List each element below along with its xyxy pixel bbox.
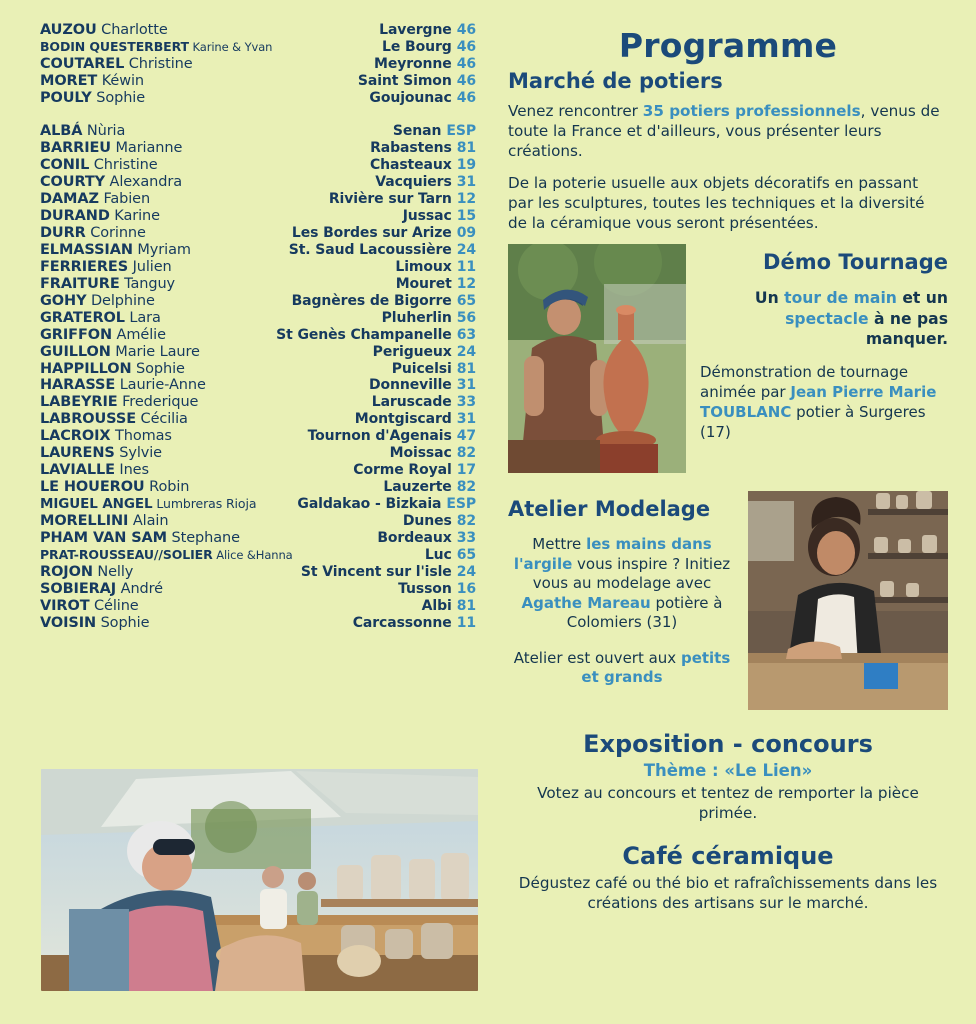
- potter-name: [40, 23, 168, 38]
- potter-lastname: VIROT: [40, 598, 90, 615]
- potter-city: Puicelsi: [391, 360, 452, 377]
- potter-row: [40, 615, 476, 632]
- potter-location: [392, 362, 476, 376]
- potter-location: [276, 328, 476, 342]
- potter-city: Saint Simon: [357, 73, 452, 89]
- potter-name: [40, 57, 193, 72]
- potter-name: [40, 531, 240, 546]
- demo-desc-a: Démonstration de tournage animée par: [700, 363, 909, 401]
- potter-row: [40, 56, 476, 73]
- potter-department: 81: [456, 139, 476, 156]
- potter-location: [308, 429, 476, 443]
- potter-department: ESP: [446, 496, 476, 513]
- potter-location: [292, 226, 476, 240]
- potter-city: Donneville: [369, 377, 452, 394]
- atelier-paragraph-2: [508, 649, 736, 688]
- potter-department: 24: [456, 241, 476, 258]
- potter-city: Galdakao - Bizkaia: [297, 496, 442, 513]
- potter-location: [403, 514, 476, 528]
- potter-location: [393, 124, 476, 138]
- potter-row: [40, 326, 476, 343]
- potter-firstname: Tanguy: [119, 275, 176, 292]
- potter-name: [40, 40, 272, 55]
- potter-lastname: SOBIERAJ: [40, 581, 117, 598]
- section-heading-cafe: Café céramique: [622, 841, 834, 870]
- potter-department: 46: [456, 73, 476, 89]
- potter-lastname: GOHY: [40, 292, 87, 309]
- potter-department: 56: [456, 309, 476, 326]
- potter-location: [425, 548, 476, 562]
- potter-firstname: Robin: [144, 479, 190, 496]
- atelier-paragraph-1: [508, 535, 736, 633]
- potter-firstname: Sophie: [96, 615, 150, 632]
- potter-department: ESP: [446, 122, 476, 139]
- atelier-p1-highlight-2: Agathe Mareau: [521, 593, 651, 612]
- potter-lastname: BODIN QUESTERBERT: [40, 39, 189, 55]
- potter-location: [289, 243, 476, 257]
- potter-list-group-1: [40, 22, 476, 107]
- potter-name: [40, 141, 182, 156]
- potter-city: Rivière sur Tarn: [328, 190, 452, 207]
- potter-lastname: CONIL: [40, 156, 90, 173]
- page-title: Programme: [618, 26, 838, 65]
- potter-lastname: GRIFFON: [40, 326, 113, 343]
- cafe-text: Dégustez café ou thé bio et rafraîchissements dans les créations des artisans sur le marché.: [518, 873, 938, 912]
- potter-row: [40, 445, 476, 462]
- potter-lastname: LE HOUEROU: [40, 479, 145, 496]
- potter-location: [398, 582, 476, 596]
- potter-firstname: André: [116, 581, 163, 598]
- potter-city: Meyronne: [373, 56, 452, 73]
- potter-city: Carcassonne: [352, 615, 452, 632]
- potter-lastname: COURTY: [40, 173, 106, 190]
- potter-city: Montgiscard: [354, 411, 452, 428]
- potter-lastname: LACROIX: [40, 428, 111, 445]
- demo-photo-illustration: [508, 244, 686, 473]
- potter-location: [373, 345, 476, 359]
- potter-department: 33: [456, 394, 476, 411]
- potter-name: [40, 378, 206, 393]
- potter-department: 24: [456, 343, 476, 360]
- potter-firstname: Lara: [124, 309, 161, 326]
- potter-name: [40, 345, 200, 360]
- demo-lead: [700, 288, 948, 349]
- potter-firstname: Christine: [124, 56, 193, 73]
- potter-row: [40, 310, 476, 327]
- marche-paragraph-1: [508, 101, 948, 162]
- demo-tournage-block: [508, 244, 948, 473]
- potter-department: 33: [456, 530, 476, 547]
- potter-row: [40, 598, 476, 615]
- potter-row: [40, 530, 476, 547]
- potter-city: Mouret: [395, 275, 452, 292]
- potter-city: Limoux: [395, 258, 452, 275]
- potter-name: [40, 362, 185, 377]
- potter-location: [369, 91, 476, 105]
- potter-lastname: GRATEROL: [40, 309, 125, 326]
- potter-firstname: Lumbreras Rioja: [152, 496, 257, 512]
- potter-firstname: Marie Laure: [110, 343, 200, 360]
- potter-department: 11: [456, 258, 476, 275]
- potter-department: 46: [456, 22, 476, 39]
- potter-lastname: COUTAREL: [40, 56, 125, 73]
- marche-p1-b: , venus de toute la France et d'ailleurs, vous présenter leurs créations.: [508, 102, 940, 161]
- potter-name: [40, 260, 172, 275]
- potter-city: Lavergne: [379, 22, 452, 39]
- atelier-p1-b: vous inspire ? Initiez vous au modelage avec: [532, 554, 731, 593]
- potter-name: [40, 446, 162, 461]
- potter-lastname: LAVIALLE: [40, 462, 115, 479]
- demo-description: [700, 363, 948, 442]
- potter-department: 11: [456, 615, 476, 632]
- potter-department: 12: [456, 275, 476, 292]
- potter-city: Jussac: [402, 207, 452, 224]
- potter-location: [370, 141, 476, 155]
- potter-firstname: Alexandra: [105, 173, 182, 190]
- demo-lead-highlight-1: tour de main: [784, 289, 897, 308]
- potter-name: [40, 74, 144, 89]
- potter-city: Albi: [421, 598, 452, 615]
- potter-name: [40, 124, 125, 139]
- potter-department: 47: [456, 428, 476, 445]
- potter-name: [40, 294, 155, 309]
- potter-department: 65: [456, 547, 476, 564]
- potter-department: 17: [456, 462, 476, 479]
- potter-row: [40, 191, 476, 208]
- potter-location: [353, 463, 476, 477]
- potter-firstname: Myriam: [132, 241, 191, 258]
- potter-name: [40, 175, 182, 190]
- potter-department: 81: [456, 360, 476, 377]
- potter-location: [353, 616, 476, 630]
- potter-lastname: ELMASSIAN: [40, 241, 133, 258]
- potter-row: [40, 462, 476, 479]
- potter-lastname: POULY: [40, 89, 92, 106]
- potter-city: Lauzerte: [383, 479, 452, 496]
- potter-department: 46: [456, 39, 476, 56]
- potter-department: 09: [456, 224, 476, 241]
- potter-name: [40, 277, 175, 292]
- potter-location: [382, 311, 476, 325]
- potter-city: Le Bourg: [382, 39, 452, 56]
- demo-tournage-text: [700, 244, 948, 473]
- potter-row: [40, 174, 476, 191]
- demo-tournage-photo: [508, 244, 686, 473]
- potter-name: [40, 192, 150, 207]
- potter-firstname: Amélie: [112, 326, 166, 343]
- potter-name: [40, 429, 172, 444]
- potter-firstname: Nùria: [82, 122, 126, 139]
- potter-department: 31: [456, 377, 476, 394]
- potter-lastname: ROJON: [40, 564, 93, 581]
- potter-row: [40, 242, 476, 259]
- potter-lastname: HARASSE: [40, 377, 116, 394]
- potter-location: [382, 40, 476, 54]
- potter-name: [40, 616, 149, 631]
- potter-city: Moissac: [389, 445, 452, 462]
- potter-row: [40, 377, 476, 394]
- potter-row: [40, 259, 476, 276]
- potter-location: [377, 531, 476, 545]
- demo-lead-highlight-2: spectacle: [785, 309, 869, 328]
- potter-firstname: Sylvie: [114, 445, 163, 462]
- potter-name: [40, 91, 145, 106]
- potter-row: [40, 343, 476, 360]
- atelier-modelage-block: [508, 491, 948, 710]
- exposition-concours-block: [508, 730, 948, 824]
- demo-lead-c: à ne pas manquer.: [865, 309, 948, 348]
- potter-row: [40, 411, 476, 428]
- potter-firstname: Julien: [128, 258, 172, 275]
- potter-city: Goujounac: [369, 89, 452, 106]
- potter-lastname: LABEYRIE: [40, 394, 118, 411]
- potter-name: [40, 243, 191, 258]
- potter-name: [40, 497, 256, 512]
- potter-department: 65: [456, 292, 476, 309]
- potter-firstname: Fabien: [98, 190, 151, 207]
- potter-department: 31: [456, 411, 476, 428]
- potter-firstname: Corinne: [85, 224, 146, 241]
- atelier-p2-a: Atelier est ouvert aux: [513, 648, 681, 667]
- atelier-p1-a: Mettre: [532, 535, 587, 554]
- potter-location: [379, 23, 476, 37]
- potter-location: [403, 209, 476, 223]
- atelier-p1-highlight-1: les mains dans l'argile: [513, 535, 712, 573]
- potter-firstname: Kéwin: [97, 73, 145, 89]
- potter-department: 46: [456, 56, 476, 73]
- potter-department: 63: [456, 326, 476, 343]
- potter-row: [40, 293, 476, 310]
- potter-row: [40, 208, 476, 225]
- potter-lastname: LAURENS: [40, 445, 115, 462]
- potter-name: [40, 395, 198, 410]
- potter-lastname: LABROUSSE: [40, 411, 137, 428]
- potter-city: Les Bordes sur Arize: [291, 224, 452, 241]
- potter-name: [40, 209, 160, 224]
- cafe-ceramique-block: [508, 842, 948, 913]
- potter-lastname: DAMAZ: [40, 190, 99, 207]
- potter-firstname: Alice &Hanna: [212, 548, 293, 563]
- potter-location: [369, 378, 476, 392]
- potter-city: Senan: [392, 122, 442, 139]
- potter-city: Perigueux: [372, 343, 452, 360]
- potter-name: [40, 548, 293, 563]
- potter-city: Pluherlin: [381, 309, 452, 326]
- potter-lastname: DURAND: [40, 207, 110, 224]
- potter-name: [40, 599, 139, 614]
- potter-department: 82: [456, 513, 476, 530]
- section-heading-demo: Démo Tournage: [763, 250, 948, 275]
- potter-row: [40, 428, 476, 445]
- section-heading-exposition: Exposition - concours: [583, 730, 873, 759]
- exposition-theme: Thème : «Le Lien»: [643, 761, 813, 781]
- potter-location: [396, 277, 476, 291]
- potter-firstname: Sophie: [91, 89, 146, 106]
- potter-location: [297, 497, 476, 511]
- potter-row: [40, 123, 476, 140]
- potter-city: Bagnères de Bigorre: [291, 292, 452, 309]
- potter-row: [40, 22, 476, 39]
- potter-name: [40, 463, 149, 478]
- potter-department: 31: [456, 173, 476, 190]
- potter-firstname: Nelly: [92, 564, 134, 581]
- potter-location: [375, 175, 476, 189]
- potter-lastname: HAPPILLON: [40, 360, 132, 377]
- potter-lastname: FERRIERES: [40, 258, 129, 275]
- potter-name: [40, 412, 188, 427]
- potter-firstname: Christine: [89, 156, 158, 173]
- potter-firstname: Laurie-Anne: [115, 377, 206, 394]
- potter-firstname: Cécilia: [136, 411, 188, 428]
- potter-lastname: ALBÁ: [40, 122, 83, 139]
- atelier-p2-highlight: petits et grands: [581, 648, 731, 687]
- potter-city: Chasteaux: [369, 156, 452, 173]
- potter-city: Tournon d'Agenais: [307, 428, 452, 445]
- potter-city: Vacquiers: [375, 173, 452, 190]
- potter-location: [301, 565, 476, 579]
- potter-row: [40, 496, 476, 513]
- potter-location: [383, 480, 476, 494]
- potter-location: [374, 57, 476, 71]
- potter-row: [40, 276, 476, 293]
- potter-location: [390, 446, 476, 460]
- potter-firstname: Delphine: [86, 292, 155, 309]
- potter-city: Laruscade: [371, 394, 452, 411]
- potter-row: [40, 157, 476, 174]
- potter-firstname: Stephane: [167, 530, 240, 547]
- potter-name: [40, 514, 168, 529]
- potter-location: [372, 395, 476, 409]
- potter-row: [40, 513, 476, 530]
- potter-name: [40, 158, 158, 173]
- potter-lastname: MORET: [40, 73, 98, 89]
- potter-city: Dunes: [402, 513, 452, 530]
- potter-row: [40, 360, 476, 377]
- potter-row: [40, 394, 476, 411]
- market-photo-illustration: [41, 769, 478, 991]
- potter-firstname: Sophie: [131, 360, 185, 377]
- list-spacer: [40, 107, 476, 123]
- potter-row: [40, 547, 476, 564]
- potter-location: [292, 294, 476, 308]
- potter-name: [40, 328, 166, 343]
- potter-city: St. Saud Lacoussière: [288, 241, 452, 258]
- potter-name: [40, 226, 146, 241]
- potter-city: St Vincent sur l'isle: [300, 564, 452, 581]
- potter-row: [40, 73, 476, 90]
- potter-department: 15: [456, 207, 476, 224]
- potter-firstname: Karine & Yvan: [188, 40, 273, 55]
- marche-paragraph-2: De la poterie usuelle aux objets décoratifs en passant par les sculptures, toutes les techniques et la diversité de la céramique vous seront présentées.: [508, 173, 925, 233]
- atelier-text: [508, 491, 736, 710]
- atelier-modelage-photo: [748, 491, 948, 710]
- potter-name: [40, 582, 163, 597]
- potter-row: [40, 39, 476, 56]
- potter-location: [370, 158, 476, 172]
- potter-firstname: Thomas: [110, 428, 172, 445]
- potter-city: Rabastens: [370, 139, 452, 156]
- potter-firstname: Karine: [109, 207, 160, 224]
- section-heading-marche: Marché de potiers: [508, 69, 723, 93]
- potter-name: [40, 480, 189, 495]
- potter-department: 16: [456, 581, 476, 598]
- potter-firstname: Charlotte: [96, 22, 168, 39]
- potter-firstname: Ines: [114, 462, 149, 479]
- market-photo: [41, 769, 478, 991]
- potter-firstname: Frederique: [117, 394, 199, 411]
- potter-department: 46: [456, 89, 476, 106]
- demo-lead-a: Un: [754, 289, 785, 308]
- potter-row: [40, 225, 476, 242]
- marche-p1-a: Venez rencontrer: [508, 102, 643, 120]
- potter-city: St Genès Champanelle: [276, 326, 452, 343]
- potter-lastname: VOISIN: [40, 615, 97, 632]
- atelier-p1-c: potière à Colomiers (31): [566, 593, 723, 632]
- potter-city: Bordeaux: [377, 530, 452, 547]
- potter-name: [40, 311, 161, 326]
- potter-row: [40, 140, 476, 157]
- potter-firstname: Alain: [128, 513, 169, 530]
- demo-lead-b: et un: [896, 289, 948, 308]
- potter-department: 81: [456, 598, 476, 615]
- potter-lastname: PHAM VAN SAM: [40, 530, 167, 547]
- potter-city: Luc: [424, 547, 452, 564]
- demo-desc-highlight: Jean Pierre Marie TOUBLANC: [700, 382, 937, 421]
- potter-department: 82: [456, 479, 476, 496]
- potter-row: [40, 564, 476, 581]
- potter-row: [40, 479, 476, 496]
- potter-location: [329, 192, 476, 206]
- potter-department: 24: [456, 564, 476, 581]
- potter-department: 12: [456, 190, 476, 207]
- potter-location: [358, 74, 476, 88]
- potter-lastname: PRAT-ROUSSEAU//SOLIER: [40, 547, 213, 563]
- potter-name: [40, 565, 133, 580]
- programme-column: [494, 0, 976, 1024]
- potter-lastname: DURR: [40, 224, 86, 241]
- potter-firstname: Céline: [89, 598, 139, 615]
- section-heading-atelier: Atelier Modelage: [508, 497, 711, 522]
- potter-department: 19: [456, 156, 476, 173]
- marche-p1-highlight: 35 potiers professionnels: [642, 102, 861, 120]
- potter-city: Tusson: [398, 581, 452, 598]
- potter-list-group-2: [40, 123, 476, 632]
- potter-firstname: Marianne: [110, 139, 183, 156]
- atelier-photo-illustration: [748, 491, 948, 710]
- demo-desc-b: potier à Surgeres (17): [700, 402, 926, 441]
- potter-lastname: BARRIEU: [40, 139, 111, 156]
- exposition-text: Votez au concours et tentez de remporter la pièce primée.: [537, 784, 919, 823]
- potter-lastname: FRAITURE: [40, 275, 120, 292]
- potter-location: [355, 412, 476, 426]
- potter-lastname: MORELLINI: [40, 513, 129, 530]
- potter-lastname: GUILLON: [40, 343, 111, 360]
- potter-location: [422, 599, 476, 613]
- potter-location: [395, 260, 476, 274]
- potter-lastname: AUZOU: [40, 22, 97, 39]
- potter-row: [40, 90, 476, 107]
- potter-department: 82: [456, 445, 476, 462]
- potter-city: Corme Royal: [353, 462, 452, 479]
- potter-row: [40, 581, 476, 598]
- potter-lastname: MIGUEL ANGEL: [40, 496, 153, 513]
